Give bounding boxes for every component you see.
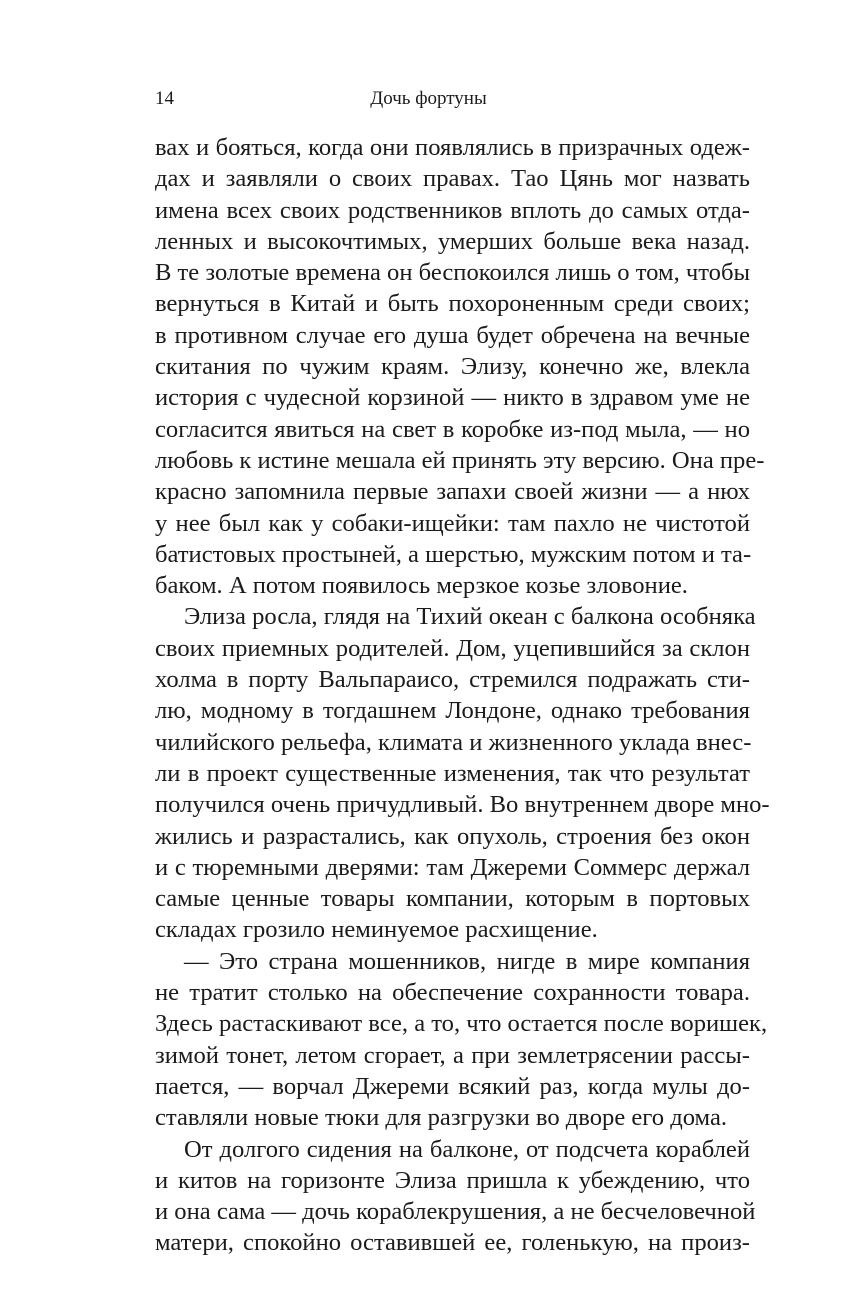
text-line: ли в проект существенные изменения, так что результат [155,759,750,787]
text-line: скитания по чужим краям. Элизу, конечно же, влекла [155,353,750,381]
body-text [155,132,770,1259]
text-line: От долгого сидения на балконе, от подсчета кораблей [184,1135,750,1163]
text-line: согласится явиться на свет в коробке из-под мыла, — но [155,415,750,443]
text-line: вах и бояться, когда они появлялись в призрачных одеж- [155,134,750,161]
text-line: в противном случае его душа будет обречена на вечные [155,321,750,349]
text-line: складах грозило неминуемое расхищение. [155,916,598,944]
running-title: Дочь фортуны [370,88,487,109]
text-line: история с чудесной корзиной — никто в здравом уме не [155,384,750,412]
text-line: и китов на горизонте Элиза пришла к убеждению, что [155,1166,750,1194]
text-line: пается, — ворчал Джереми всякий раз, когда мулы до- [155,1072,750,1100]
text-line: и она сама — дочь кораблекрушения, а не бесчеловечной [155,1198,756,1226]
text-line: самые ценные товары компании, которым в портовых [155,885,750,913]
text-line: матери, спокойно оставившей ее, голенькую, на произ- [155,1229,750,1257]
text-line: баком. А потом появилось мерзкое козье зловоние. [155,572,688,600]
text-line: красно запомнила первые запахи своей жизни — а нюх [155,478,750,506]
text-line: не тратит столько на обеспечение сохранности товара. [155,979,750,1007]
text-line: холма в порту Вальпараисо, стремился подражать сти- [155,666,750,694]
text-line: ленных и высокочтимых, умерших больше века назад. [155,227,750,255]
text-line: Элиза росла, глядя на Тихий океан с балкона особняка [184,603,756,631]
text-line: получился очень причудливый. Во внутреннем дворе мно- [155,791,770,819]
text-line: у нее был как у собаки-ищейки: там пахло не чистотой [155,509,750,537]
text-line: любовь к истине мешала ей принять эту версию. Она пре- [155,446,765,474]
text-line: жились и разрастались, как опухоль, строения без окон [155,822,750,850]
text-line: и с тюремными дверями: там Джереми Соммерс держал [155,853,750,881]
page-header [155,88,702,114]
page-number: 14 [155,88,174,109]
text-line: Здесь растаскивают все, а то, что остается после воришек, [155,1010,768,1038]
text-line: лю, модному в тогдашнем Лондоне, однако требования [155,697,750,725]
text-line: ставляли новые тюки для разгрузки во дворе его дома. [155,1104,728,1132]
text-line: зимой тонет, летом сгорает, а при землетрясении рассы- [155,1041,750,1069]
text-line: своих приемных родителей. Дом, уцепившийся за склон [155,634,750,662]
text-line: — Это страна мошенников, нигде в мире компания [184,947,750,975]
text-line: чилийского рельефа, климата и жизненного уклада внес- [155,728,752,756]
text-line: дах и заявляли о своих правах. Тао Цянь мог назвать [155,165,750,193]
text-line: имена всех своих родственников вплоть до самых отда- [155,196,750,224]
text-line: батистовых простыней, а шерстью, мужским потом и та- [155,540,752,568]
text-line: В те золотые времена он беспокоился лишь о том, чтобы [155,259,750,287]
text-line: вернуться в Китай и быть похороненным среди своих; [155,290,750,318]
